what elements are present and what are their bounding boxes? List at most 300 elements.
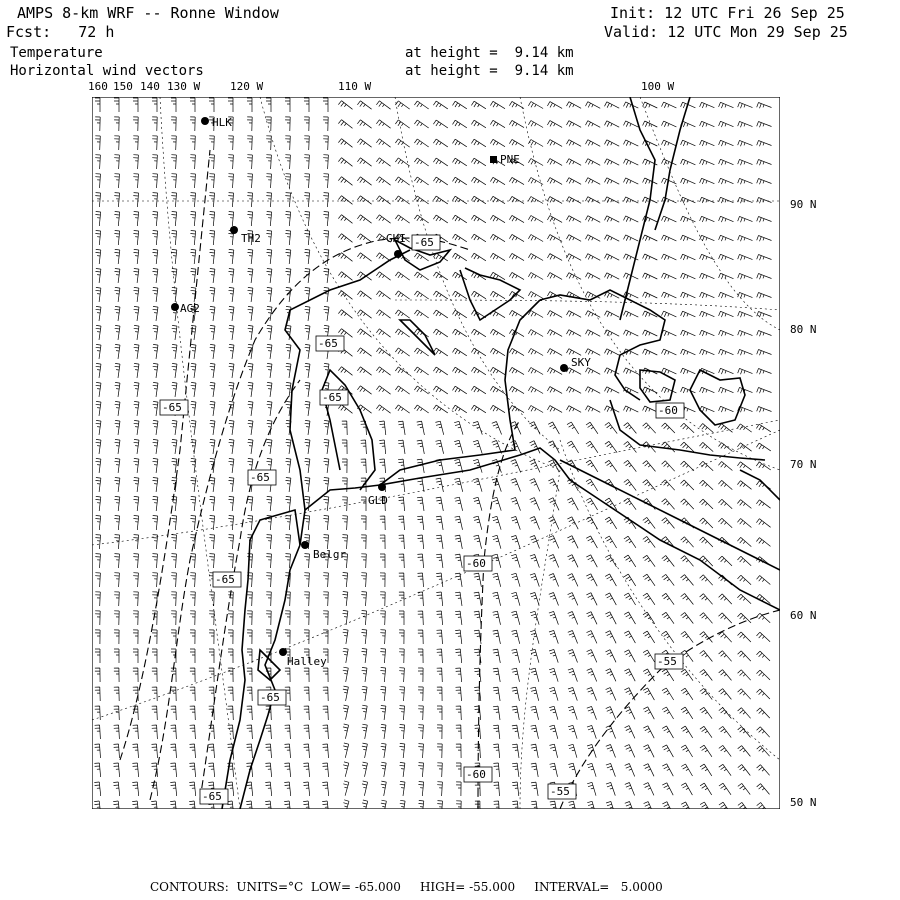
wind-barb bbox=[190, 231, 195, 246]
wind-barb bbox=[471, 329, 486, 337]
wind-barb bbox=[322, 782, 328, 796]
wind-barb bbox=[437, 668, 443, 682]
wind-barb bbox=[700, 707, 712, 718]
wind-barb bbox=[133, 117, 138, 131]
wind-barb bbox=[700, 802, 711, 814]
wind-barb bbox=[587, 725, 596, 738]
wind-barb bbox=[493, 668, 500, 682]
wind-barb bbox=[757, 689, 770, 699]
wind-barb bbox=[399, 630, 404, 644]
wind-barb bbox=[719, 745, 731, 756]
wind-barb bbox=[453, 310, 467, 318]
wind-barb bbox=[209, 687, 214, 701]
station-label-pne: PNE bbox=[500, 153, 520, 166]
wind-barb bbox=[323, 706, 329, 720]
wind-barb bbox=[190, 649, 195, 663]
wind-barb bbox=[190, 687, 195, 701]
wind-barb bbox=[605, 121, 620, 127]
wind-barb bbox=[567, 406, 582, 413]
wind-barb bbox=[152, 649, 157, 663]
wind-barb bbox=[132, 763, 138, 777]
wind-barb bbox=[171, 193, 176, 207]
wind-barb bbox=[681, 669, 693, 680]
wind-barb bbox=[191, 363, 196, 378]
wind-barb bbox=[418, 706, 423, 720]
wind-barb bbox=[681, 423, 695, 433]
contour-box-9 bbox=[464, 767, 492, 782]
wind-barb bbox=[285, 516, 290, 531]
wind-barb bbox=[285, 155, 290, 169]
wind-barb bbox=[757, 350, 772, 356]
wind-barb bbox=[342, 535, 347, 549]
wind-barb bbox=[643, 178, 658, 184]
wind-barb bbox=[133, 535, 138, 549]
wind-barb bbox=[492, 422, 502, 435]
contour-label-13: -65 bbox=[202, 790, 222, 803]
wind-barb bbox=[342, 421, 347, 435]
wind-barb bbox=[662, 311, 677, 317]
wind-barb bbox=[376, 272, 390, 280]
wind-barb bbox=[757, 407, 772, 413]
wind-barb bbox=[338, 158, 352, 167]
wind-barb bbox=[643, 406, 658, 412]
wind-barb bbox=[453, 120, 467, 128]
wind-barb bbox=[548, 460, 559, 472]
wind-barb bbox=[586, 216, 601, 223]
wind-barb bbox=[662, 480, 675, 490]
wind-barb bbox=[210, 344, 215, 359]
wind-barb bbox=[719, 235, 734, 241]
wind-barb bbox=[528, 178, 543, 185]
wind-barb bbox=[493, 744, 499, 758]
station-label-belgr: Belgr bbox=[313, 548, 347, 561]
wind-barb bbox=[395, 291, 409, 299]
wind-barb bbox=[681, 537, 694, 547]
wind-barb bbox=[738, 349, 753, 355]
station-label-th2: TH2 bbox=[241, 232, 261, 245]
wind-barb bbox=[209, 668, 214, 682]
wind-barb bbox=[153, 458, 158, 473]
wind-barb bbox=[700, 726, 712, 737]
wind-barb bbox=[530, 630, 539, 643]
wind-barb bbox=[398, 440, 405, 454]
wind-barb bbox=[381, 706, 386, 720]
wind-barb bbox=[248, 420, 253, 435]
wind-barb bbox=[324, 306, 329, 321]
wind-barb bbox=[267, 496, 272, 511]
wind-barb bbox=[738, 689, 751, 699]
wind-barb bbox=[605, 140, 620, 146]
wind-barb bbox=[190, 668, 195, 682]
wind-barb bbox=[587, 612, 598, 625]
wind-barb bbox=[190, 174, 195, 188]
wind-barb bbox=[606, 745, 616, 758]
wind-barb bbox=[453, 215, 467, 223]
wind-barb bbox=[511, 497, 521, 510]
wind-barb bbox=[171, 706, 177, 720]
wind-barb bbox=[266, 592, 271, 606]
wind-barb bbox=[95, 212, 100, 227]
contour-box-7 bbox=[258, 690, 286, 705]
wind-barb bbox=[286, 439, 291, 454]
wind-barb bbox=[229, 249, 234, 264]
wind-barb bbox=[567, 121, 582, 128]
wind-barb bbox=[338, 272, 352, 281]
wind-barb bbox=[738, 197, 753, 203]
wind-barb bbox=[210, 306, 215, 321]
wind-barb bbox=[568, 593, 578, 606]
wind-barb bbox=[511, 611, 519, 625]
wind-barb bbox=[587, 631, 597, 644]
wind-barb bbox=[151, 801, 158, 815]
wind-barb bbox=[357, 234, 371, 242]
wind-barb bbox=[132, 782, 138, 796]
wind-barb bbox=[153, 439, 158, 454]
wind-barb bbox=[531, 725, 539, 739]
wind-barb bbox=[304, 744, 310, 758]
wind-barb bbox=[96, 382, 101, 397]
wind-barb bbox=[509, 310, 524, 317]
wind-barb bbox=[399, 516, 405, 530]
wind-barb bbox=[681, 273, 696, 279]
wind-barb bbox=[567, 254, 582, 261]
wind-barb bbox=[528, 330, 543, 337]
wind-barb bbox=[509, 139, 524, 146]
wind-barb bbox=[509, 101, 524, 108]
wind-barb bbox=[247, 516, 252, 531]
wind-barb bbox=[662, 387, 677, 393]
wind-barb bbox=[531, 706, 539, 720]
wind-barb bbox=[414, 215, 428, 223]
wind-barb bbox=[248, 325, 253, 340]
wind-barb bbox=[362, 781, 368, 796]
wind-barb bbox=[170, 801, 177, 815]
wind-barb bbox=[414, 291, 428, 299]
wind-barb bbox=[395, 348, 409, 356]
wind-barb bbox=[133, 554, 138, 568]
wind-barb bbox=[134, 269, 139, 283]
wind-barb bbox=[305, 325, 310, 340]
wind-barb bbox=[719, 764, 731, 775]
wind-barb bbox=[266, 212, 271, 227]
wind-barb bbox=[381, 800, 387, 815]
wind-barb bbox=[115, 382, 120, 397]
wind-barb bbox=[266, 193, 271, 207]
wind-barb bbox=[436, 554, 443, 568]
wind-barb bbox=[547, 254, 562, 261]
wind-barb bbox=[662, 726, 673, 738]
wind-barb bbox=[737, 462, 751, 470]
wind-barb bbox=[624, 498, 636, 509]
wind-barb bbox=[605, 536, 616, 548]
wind-barb bbox=[643, 707, 654, 719]
wind-barb bbox=[286, 287, 291, 302]
wind-barb bbox=[286, 249, 291, 264]
wind-barb bbox=[528, 349, 543, 356]
wind-barb bbox=[304, 592, 309, 606]
wind-barb bbox=[152, 725, 158, 739]
wind-barb bbox=[170, 782, 176, 796]
wind-barb bbox=[171, 630, 176, 644]
wind-barb bbox=[455, 516, 463, 530]
wind-barb bbox=[96, 458, 101, 473]
contour-box-11 bbox=[655, 654, 683, 669]
wind-barb bbox=[662, 292, 677, 298]
wind-barb bbox=[96, 478, 101, 492]
wind-barb bbox=[530, 479, 540, 492]
wind-barb bbox=[624, 555, 636, 567]
wind-barb bbox=[343, 724, 349, 739]
wind-barb bbox=[324, 269, 329, 283]
wind-barb bbox=[531, 801, 538, 815]
wind-barb bbox=[247, 744, 253, 758]
map-lines bbox=[92, 97, 780, 809]
wind-barb bbox=[113, 782, 119, 796]
wind-barb bbox=[414, 348, 428, 356]
wind-barb bbox=[209, 136, 214, 150]
wind-barb bbox=[737, 519, 751, 528]
wind-barb bbox=[547, 273, 562, 280]
wind-barb bbox=[681, 178, 696, 184]
wind-barb bbox=[376, 291, 390, 299]
wind-barb bbox=[549, 668, 558, 681]
wind-barb bbox=[662, 707, 673, 719]
wind-barb bbox=[247, 98, 252, 112]
wind-barb bbox=[757, 784, 770, 795]
wind-barb bbox=[624, 197, 639, 203]
wind-barb bbox=[190, 516, 195, 531]
wind-barb bbox=[586, 178, 601, 185]
wind-barb bbox=[418, 592, 424, 606]
wind-barb bbox=[605, 178, 620, 184]
wind-barb bbox=[738, 330, 753, 336]
wind-barb bbox=[474, 706, 480, 720]
wind-barb bbox=[433, 291, 447, 299]
wind-barb bbox=[643, 669, 654, 681]
wind-barb bbox=[569, 801, 577, 815]
wind-barb bbox=[548, 441, 559, 453]
lon-tick-130: 130 W bbox=[167, 80, 201, 93]
wind-barb bbox=[343, 648, 348, 663]
wind-barb bbox=[267, 344, 272, 359]
contour-box-3 bbox=[160, 400, 188, 415]
wind-barb bbox=[285, 725, 291, 739]
wind-barb bbox=[719, 216, 734, 222]
wind-barb bbox=[643, 517, 655, 528]
wind-barb bbox=[586, 292, 601, 299]
field-wind-vectors: Horizontal wind vectors bbox=[10, 63, 204, 79]
wind-barb bbox=[643, 349, 658, 355]
wind-barb bbox=[662, 518, 675, 529]
wind-barb bbox=[493, 706, 500, 720]
wind-barb bbox=[171, 231, 176, 246]
wind-barb bbox=[418, 782, 423, 797]
wind-barb bbox=[376, 348, 390, 356]
wind-barb bbox=[643, 102, 658, 108]
wind-barb bbox=[509, 177, 524, 184]
wind-barb bbox=[586, 311, 601, 318]
wind-barb bbox=[700, 480, 714, 490]
graticule bbox=[92, 97, 780, 809]
wind-barb bbox=[379, 440, 385, 454]
wind-barb bbox=[362, 800, 368, 815]
init-time: Init: 12 UTC Fri 26 Sep 25 bbox=[610, 4, 845, 22]
wind-barb bbox=[324, 420, 329, 435]
wind-barb bbox=[567, 273, 582, 280]
wind-barb bbox=[738, 216, 753, 222]
wind-barb bbox=[437, 649, 443, 663]
wind-barb bbox=[362, 667, 367, 682]
wind-barb bbox=[266, 535, 271, 549]
wind-barb bbox=[493, 630, 501, 644]
wind-barb bbox=[490, 329, 505, 336]
wind-barb bbox=[453, 329, 467, 337]
lat-tick-70: 70 N bbox=[790, 458, 817, 471]
wind-barb bbox=[662, 556, 675, 567]
wind-barb bbox=[284, 763, 290, 777]
wind-barb bbox=[94, 763, 100, 777]
wind-barb bbox=[547, 311, 562, 318]
station-label-ag2: AG2 bbox=[180, 302, 200, 315]
wind-barb bbox=[95, 117, 100, 131]
wind-barb bbox=[172, 363, 177, 378]
wind-barb bbox=[433, 367, 447, 375]
wind-barb bbox=[453, 158, 467, 166]
wind-barb bbox=[133, 136, 138, 150]
contour-box-13 bbox=[200, 789, 228, 804]
wind-barb bbox=[357, 367, 371, 375]
wind-barb bbox=[152, 706, 158, 720]
wind-barb bbox=[662, 574, 674, 585]
wind-barb bbox=[606, 688, 616, 701]
wind-barb bbox=[338, 405, 352, 414]
wind-barb bbox=[455, 611, 462, 625]
wind-barb bbox=[586, 441, 598, 453]
wind-barb bbox=[586, 159, 601, 166]
wind-barb bbox=[133, 592, 138, 606]
wind-barb bbox=[718, 462, 732, 471]
wind-barb bbox=[210, 439, 215, 454]
wind-barb bbox=[305, 420, 310, 435]
wind-barb bbox=[473, 421, 482, 434]
wind-barb bbox=[530, 611, 539, 624]
wind-barb bbox=[719, 159, 734, 165]
wind-barb bbox=[567, 422, 579, 434]
wind-barb bbox=[492, 497, 501, 510]
wind-barb bbox=[625, 707, 636, 720]
wind-barb bbox=[681, 499, 694, 509]
wind-barb bbox=[474, 611, 481, 625]
wind-barb bbox=[512, 744, 519, 758]
wind-barb bbox=[471, 348, 486, 356]
wind-barb bbox=[304, 193, 309, 207]
wind-barb bbox=[114, 668, 119, 682]
wind-barb bbox=[605, 441, 617, 452]
wind-barb bbox=[528, 235, 543, 242]
wind-barb bbox=[757, 388, 772, 394]
wind-barb bbox=[399, 706, 404, 720]
wind-barb bbox=[738, 387, 753, 393]
wind-barb bbox=[152, 554, 157, 568]
lon-tick-110: 110 W bbox=[338, 80, 372, 93]
wind-barb bbox=[414, 139, 428, 147]
wind-barb bbox=[376, 329, 390, 337]
wind-barb bbox=[266, 98, 271, 112]
wind-barb bbox=[343, 686, 349, 701]
wind-barb bbox=[210, 249, 215, 264]
wind-barb bbox=[338, 139, 352, 148]
wind-barb bbox=[134, 325, 139, 340]
wind-barb bbox=[284, 782, 290, 796]
wind-barb bbox=[265, 801, 272, 815]
wind-barb bbox=[267, 439, 272, 454]
wind-barb bbox=[133, 744, 139, 758]
wind-barb bbox=[490, 348, 505, 355]
wind-barb bbox=[586, 555, 597, 567]
wind-barb bbox=[228, 687, 233, 701]
wind-barb bbox=[681, 707, 693, 719]
wind-barb bbox=[662, 669, 674, 681]
wind-barb bbox=[304, 98, 309, 112]
wind-barb bbox=[171, 174, 176, 188]
lat-tick-60: 60 N bbox=[790, 609, 817, 622]
wind-barb bbox=[96, 439, 101, 454]
wind-barb bbox=[418, 573, 424, 587]
wind-barb bbox=[586, 197, 601, 204]
wind-barb bbox=[437, 725, 442, 739]
wind-barb bbox=[643, 631, 655, 643]
wind-barb bbox=[662, 612, 674, 623]
wind-barb bbox=[587, 650, 597, 663]
wind-barb bbox=[528, 311, 543, 318]
wind-barb bbox=[323, 516, 328, 531]
wind-barb bbox=[530, 536, 540, 549]
wind-barb bbox=[568, 687, 577, 700]
wind-barb bbox=[134, 420, 139, 435]
wind-barb bbox=[228, 98, 233, 112]
contour-label-9: -60 bbox=[466, 768, 486, 781]
wind-barb bbox=[170, 763, 176, 777]
wind-barb bbox=[96, 496, 101, 511]
wind-barb bbox=[586, 235, 601, 242]
wind-barb bbox=[376, 139, 390, 147]
wind-barb bbox=[549, 687, 558, 700]
wind-barb bbox=[400, 762, 405, 777]
wind-barb bbox=[417, 478, 424, 492]
wind-barb bbox=[95, 155, 100, 169]
height-wind: at height = 9.14 km bbox=[405, 63, 574, 79]
wind-barb bbox=[323, 231, 328, 246]
wind-barb bbox=[436, 478, 444, 492]
wind-barb bbox=[606, 707, 616, 720]
wind-barb bbox=[228, 611, 233, 625]
wind-barb bbox=[399, 535, 405, 549]
wind-barb bbox=[96, 287, 101, 302]
wind-barb bbox=[286, 496, 291, 511]
wind-barb bbox=[361, 611, 366, 626]
wind-barb bbox=[756, 500, 770, 508]
wind-barb bbox=[362, 724, 367, 739]
wind-barb bbox=[115, 439, 120, 454]
wind-barb bbox=[248, 269, 253, 283]
wind-barb bbox=[437, 687, 442, 701]
wind-barb bbox=[471, 139, 486, 147]
wind-barb bbox=[624, 479, 636, 490]
wind-barb bbox=[134, 306, 139, 321]
wind-barb bbox=[643, 461, 656, 472]
wind-barb bbox=[395, 139, 409, 147]
wind-barb bbox=[531, 744, 539, 758]
